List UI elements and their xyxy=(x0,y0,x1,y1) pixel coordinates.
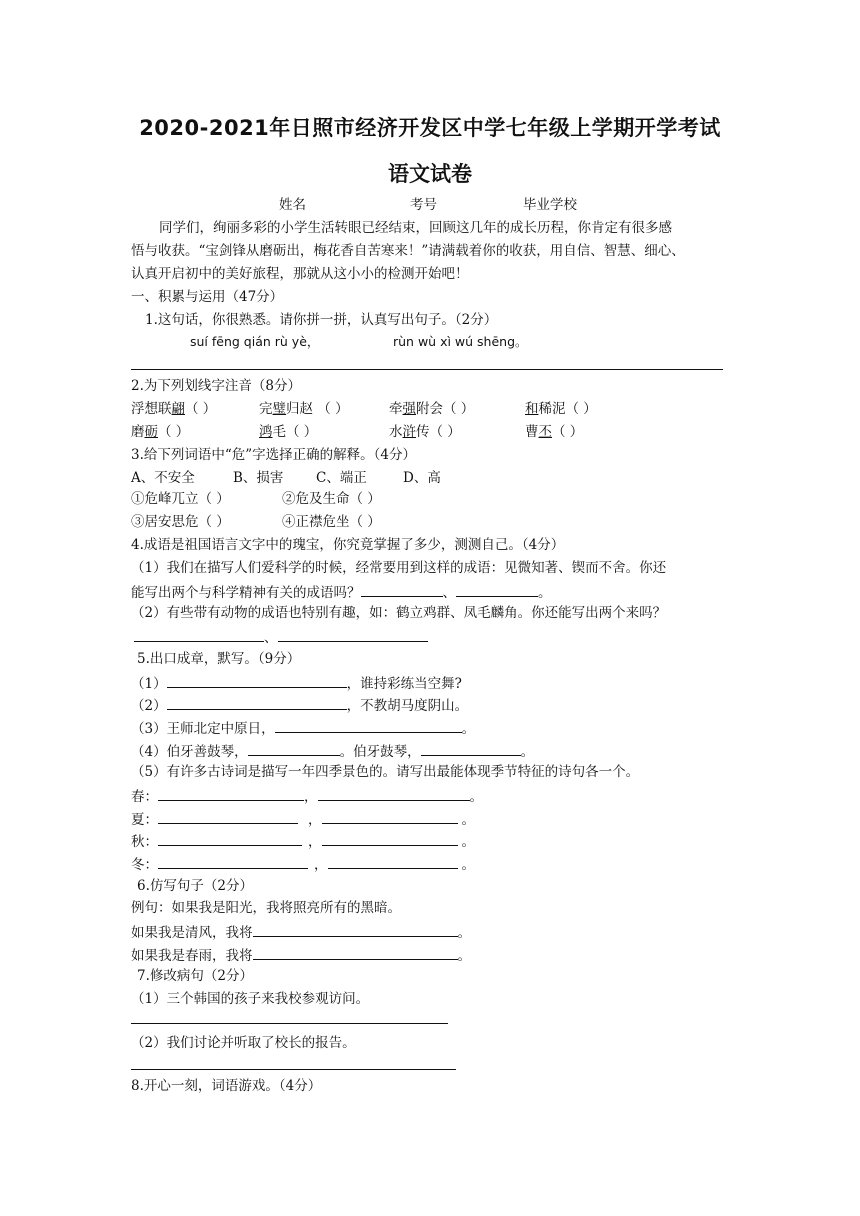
q6-blank-a[interactable] xyxy=(253,922,458,937)
q5-summer-blank-2[interactable] xyxy=(322,809,458,824)
q5-autumn-blank-1[interactable] xyxy=(158,831,302,846)
q5-blank-3[interactable] xyxy=(275,718,462,733)
exam-title: 2020-2021年日照市经济开发区中学七年级上学期开学考试 xyxy=(139,116,721,140)
q7-sentence-1: （1）三个韩国的孩子来我校参观访问。 xyxy=(131,991,370,1007)
intro-line-2: 悟与收获。“宝剑锋从磨砺出，梅花香自苦寒来！”请满载着你的收获，用自信、智慧、细心、 xyxy=(131,243,685,259)
q8-title: 8.开心一刻，词语游戏。（4分） xyxy=(131,1078,322,1094)
q5-winter-blank-2[interactable] xyxy=(328,854,458,869)
q6-line-a: 如果我是清风，我将 。 xyxy=(131,922,471,942)
q5-spring-blank-2[interactable] xyxy=(318,786,470,801)
q1-answer-line[interactable] xyxy=(131,369,723,370)
q3-option-d: D、高 xyxy=(403,470,441,486)
q4-part2: （2）有些带有动物的成语也特别有趣，如：鹤立鸡群、凤毛麟角。你还能写出两个来吗？ xyxy=(131,605,667,621)
q7-answer-line-1[interactable] xyxy=(131,1023,448,1024)
q3-item-3: ③居安思危（ ） xyxy=(131,514,230,530)
q4-blank-2[interactable] xyxy=(456,582,538,597)
q4-part1-line1: （1）我们在描写人们爱科学的时候，经常要用到这样的成语：见微知著、锲而不舍。你还 xyxy=(131,560,667,576)
q4-blank-3[interactable] xyxy=(134,627,264,642)
q4-blank-1[interactable] xyxy=(361,582,443,597)
q2-item-5: 磨砺（ ） xyxy=(131,424,190,440)
q5-line-1: （1） ，谁持彩练当空舞? xyxy=(131,673,462,693)
q7-answer-line-2[interactable] xyxy=(131,1069,456,1070)
exam-no-label: 考号 xyxy=(410,197,437,213)
q3-title: 3.给下列词语中“危”字选择正确的解释。（4分） xyxy=(131,447,417,463)
intro-line-3: 认真开启初中的美好旅程，那就从这小小的检测开始吧！ xyxy=(131,266,469,282)
q4-part1-line2: 能写出两个与科学精神有关的成语吗？ 、 。 xyxy=(131,582,552,602)
q1-title: 1.这句话，你很熟悉。请你拼一拼，认真写出句子。（2分） xyxy=(145,312,498,328)
q2-item-4: 和稀泥（ ） xyxy=(525,401,597,417)
q3-item-1: ①危峰兀立（ ） xyxy=(131,491,230,507)
q2-item-3: 牵强附会（ ） xyxy=(389,401,475,417)
q5-summer: 夏： ， 。 xyxy=(131,809,475,829)
q5-blank-1[interactable] xyxy=(167,673,347,688)
q2-item-1: 浮想联翩（ ） xyxy=(131,401,217,417)
q5-spring: 春： ， 。 xyxy=(131,786,483,806)
school-label: 毕业学校 xyxy=(523,197,577,213)
section-1-heading: 一、积累与运用（47分） xyxy=(131,289,284,305)
q5-title: 5.出口成章，默写。（9分） xyxy=(137,651,301,667)
q4-blank-4[interactable] xyxy=(278,627,428,642)
q1-pinyin-b: rùn wù xì wú shēng。 xyxy=(393,334,528,349)
q2-title: 2.为下列划线字注音（8分） xyxy=(131,378,301,394)
q5-blank-5[interactable] xyxy=(421,741,521,756)
exam-subtitle: 语文试卷 xyxy=(388,162,472,186)
q5-winter-blank-1[interactable] xyxy=(158,854,308,869)
q4-title: 4.成语是祖国语言文字中的瑰宝，你究竟掌握了多少，测测自己。（4分） xyxy=(131,537,565,553)
q5-line-4: （4）伯牙善鼓琴， 。伯牙鼓琴， 。 xyxy=(131,741,534,761)
q6-line-b: 如果我是春雨，我将 。 xyxy=(131,945,471,965)
q6-example: 例句：如果我是阳光，我将照亮所有的黑暗。 xyxy=(131,900,401,916)
q5-summer-blank-1[interactable] xyxy=(158,809,298,824)
q1-pinyin-a: suí fēng qián rù yè， xyxy=(190,334,320,349)
q3-option-b: B、损害 xyxy=(233,470,284,486)
q5-line-5: （5）有许多古诗词是描写一年四季景色的。请写出最能体现季节特征的诗句各一个。 xyxy=(131,764,640,780)
q6-title: 6.仿写句子（2分） xyxy=(137,878,253,894)
intro-line-1: 同学们，绚丽多彩的小学生活转眼已经结束，回顾这几年的成长历程，你肯定有很多感 xyxy=(159,220,672,236)
q2-item-2: 完璧归赵 （ ） xyxy=(259,401,349,417)
q4-part2-answers: 、 xyxy=(134,627,428,647)
q7-title: 7.修改病句（2分） xyxy=(137,968,253,984)
q6-blank-b[interactable] xyxy=(253,945,458,960)
q2-item-8: 曹丕（ ） xyxy=(525,424,584,440)
name-label: 姓名 xyxy=(279,197,306,213)
q5-winter: 冬： ， 。 xyxy=(131,854,475,874)
q5-blank-4[interactable] xyxy=(248,741,340,756)
q5-autumn: 秋： ， 。 xyxy=(131,831,475,851)
q5-line-2: （2） ，不教胡马度阴山。 xyxy=(131,695,468,715)
q3-option-c: C、端正 xyxy=(316,470,367,486)
q2-item-7: 水浒传（ ） xyxy=(389,424,461,440)
q2-item-6: 鸿毛（ ） xyxy=(259,424,318,440)
q5-autumn-blank-2[interactable] xyxy=(322,831,458,846)
q3-item-2: ②危及生命（ ） xyxy=(282,491,381,507)
q5-spring-blank-1[interactable] xyxy=(158,786,304,801)
q5-blank-2[interactable] xyxy=(167,695,347,710)
q3-item-4: ④正襟危坐（ ） xyxy=(282,514,381,530)
q3-option-a: A、不安全 xyxy=(131,470,195,486)
q7-sentence-2: （2）我们讨论并听取了校长的报告。 xyxy=(131,1035,356,1051)
q5-line-3: （3）王师北定中原日， 。 xyxy=(131,718,475,738)
